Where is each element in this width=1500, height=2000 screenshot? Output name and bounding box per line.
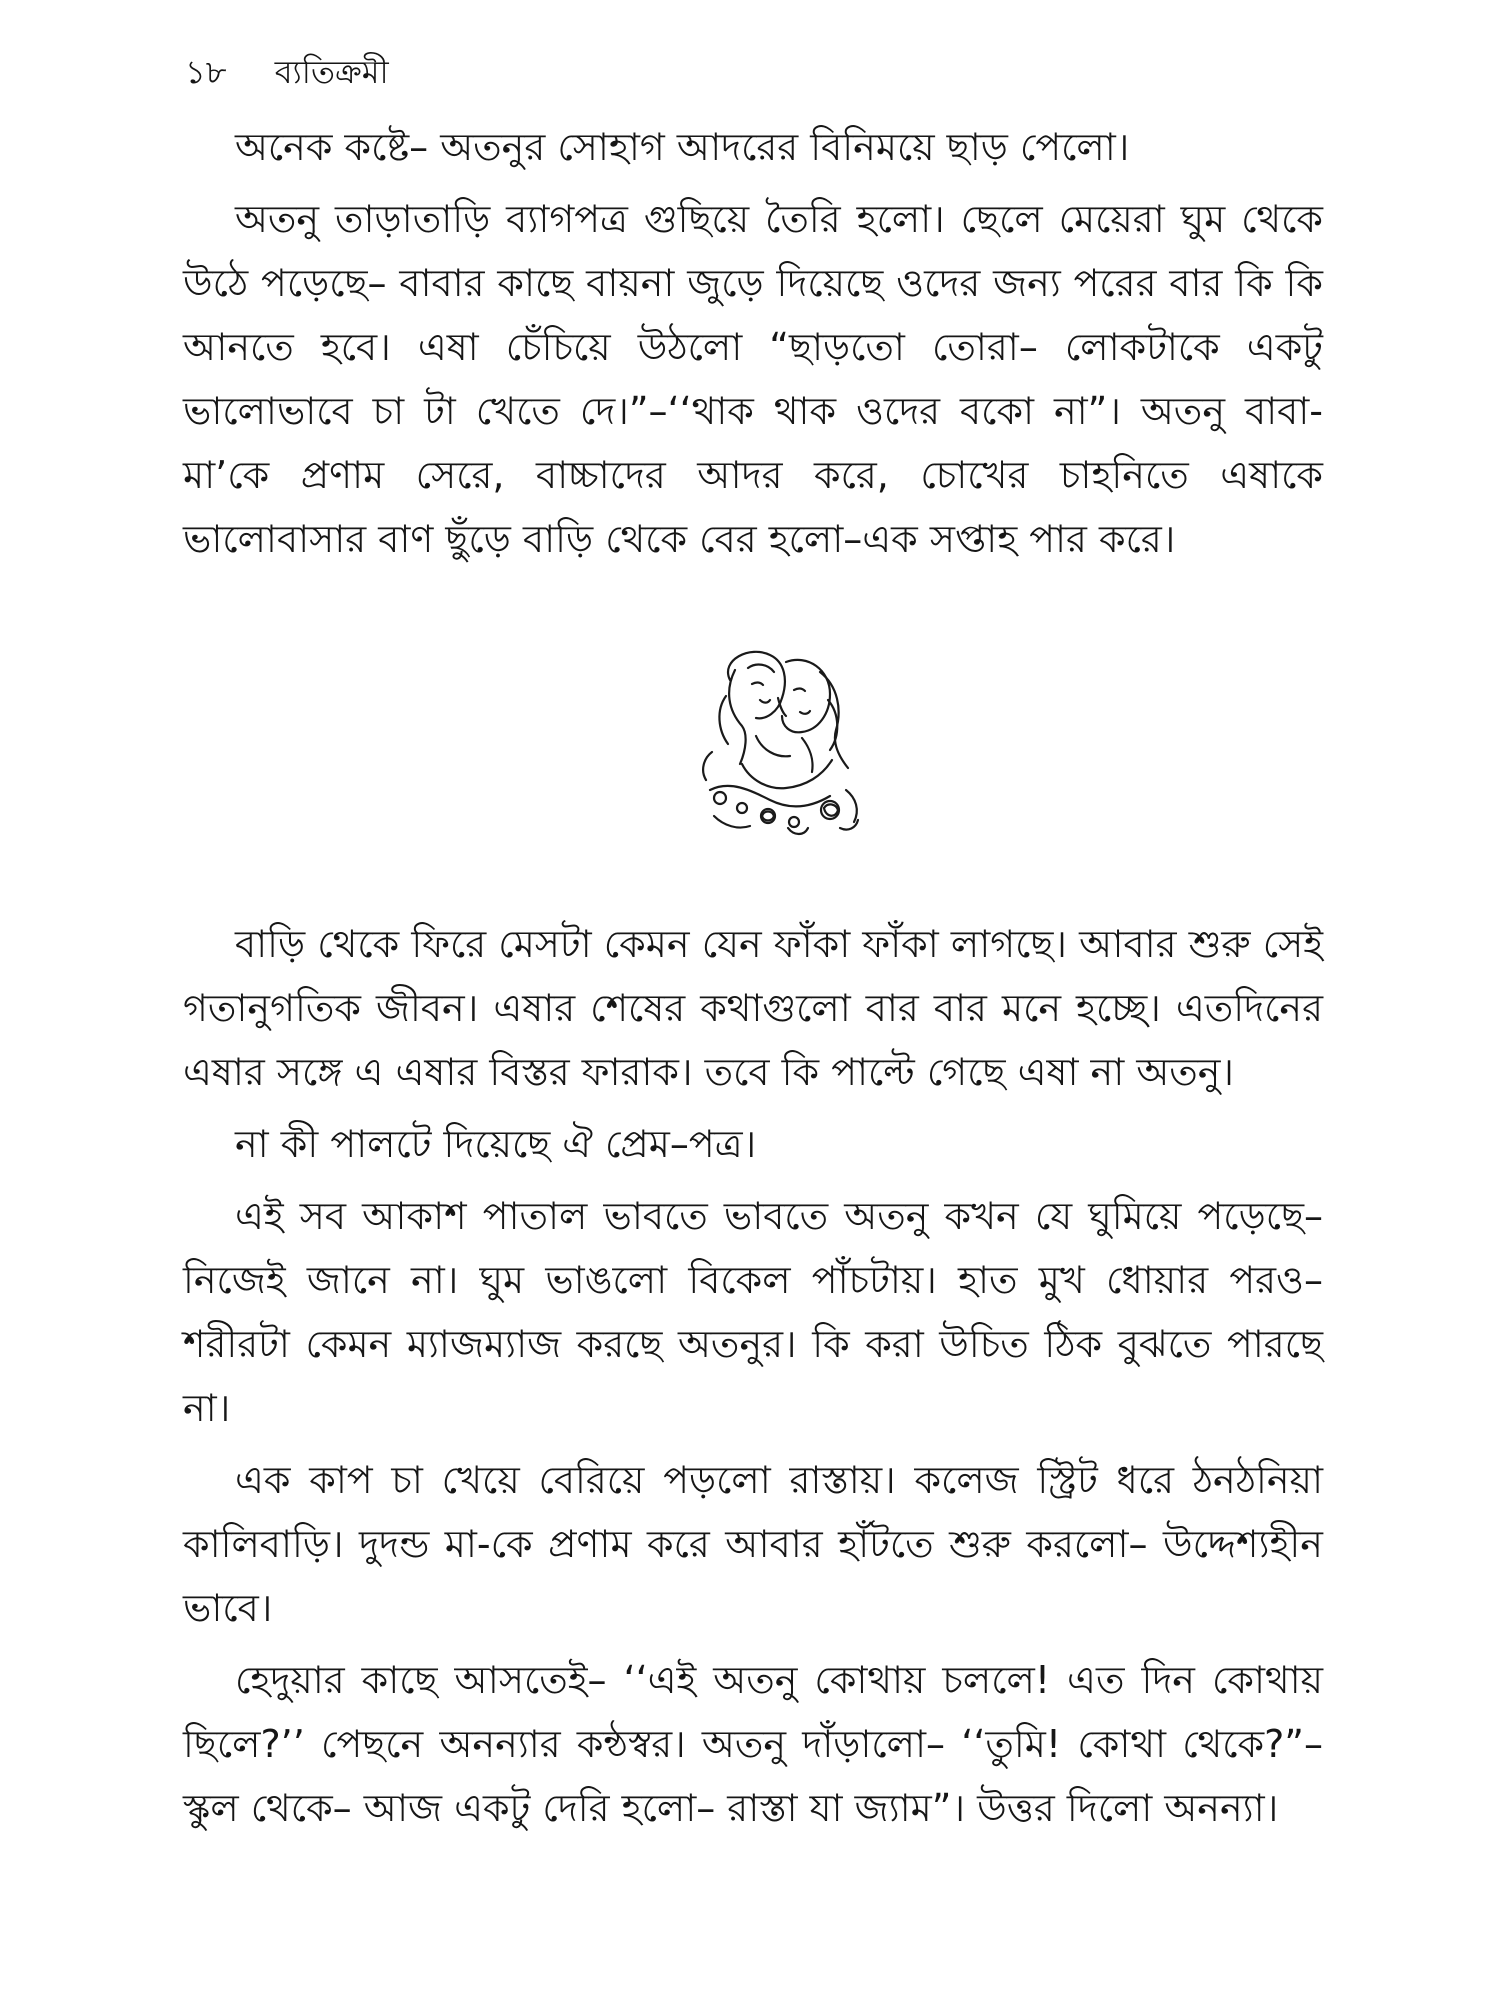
paragraph: এই সব আকাশ পাতাল ভাবতে ভাবতে অতনু কখন যে ঘুমিয়ে পড়েছে– নিজেই জানে না। ঘুম ভাঙলো বিকেল পাঁচটায়। হাত মুখ ধোয়ার পরও– শরীরটা কেমন ম্যাজম্যাজ করছে অতনুর। কি করা উচিত ঠিক বুঝতে পারছে না। — [183, 1194, 1323, 1430]
paragraph: না কী পালটে দিয়েছে ঐ প্রেম–পত্র। — [235, 1122, 757, 1166]
page-number: ১৮ — [185, 53, 227, 91]
page-header — [185, 52, 389, 92]
paragraph: হেদুয়ার কাছে আসতেই– ‘‘এই অতনু কোথায় চললে! এত দিন কোথায় ছিলে?’’ পেছনে অনন্যার কন্ঠস্বর। অতনু দাঁড়ালো– ‘‘তুমি! কোথা থেকে?”– স্কুল থেকে– আজ একটু দেরি হলো– রাস্তা যা জ্যাম”। উত্তর দিলো অনন্যা। — [183, 1658, 1323, 1830]
paragraph: এক কাপ চা খেয়ে বেরিয়ে পড়লো রাস্তায়। কলেজ স্ট্রিট ধরে ঠনঠনিয়া কালিবাড়ি। দুদন্ড মা-কে প্রণাম করে আবার হাঁটতে শুরু করলো– উদ্দেশ্যহীন ভাবে। — [183, 1458, 1323, 1630]
book-title: ব্যতিক্রমী — [274, 53, 389, 91]
paragraph: বাড়ি থেকে ফিরে মেসটা কেমন যেন ফাঁকা ফাঁকা লাগছে। আবার শুরু সেই গতানুগতিক জীবন। এষার শেষের কথাগুলো বার বার মনে হচ্ছে। এতদিনের এষার সঙ্গে এ এষার বিস্তর ফারাক। তবে কি পাল্টে গেছে এষা না অতনু। — [183, 922, 1323, 1094]
paragraph: অতনু তাড়াতাড়ি ব্যাগপত্র গুছিয়ে তৈরি হলো। ছেলে মেয়েরা ঘুম থেকে উঠে পড়েছে– বাবার কাছে বায়না জুড়ে দিয়েছে ওদের জন্য পরের বার কি কি আনতে হবে। এষা চেঁচিয়ে উঠলো “ছাড়তো তোরা– লোকটাকে একটু ভালোভাবে চা টা খেতে দে।”–‘‘থাক থাক ওদের বকো না”। অতনু বাবা-মা’কে প্রণাম সেরে, বাচ্চাদের আদর করে, চোখের চাহনিতে এষাকে ভালোবাসার বাণ ছুঁড়ে বাড়ি থেকে বের হলো–এক সপ্তাহ পার করে। — [183, 197, 1323, 561]
text-block-bottom — [183, 912, 1323, 1840]
couple-illustration-icon — [690, 640, 870, 845]
paragraph: অনেক কষ্টে– অতনুর সোহাগ আদরের বিনিময়ে ছাড় পেলো। — [235, 125, 1130, 169]
text-block-top — [183, 115, 1323, 571]
